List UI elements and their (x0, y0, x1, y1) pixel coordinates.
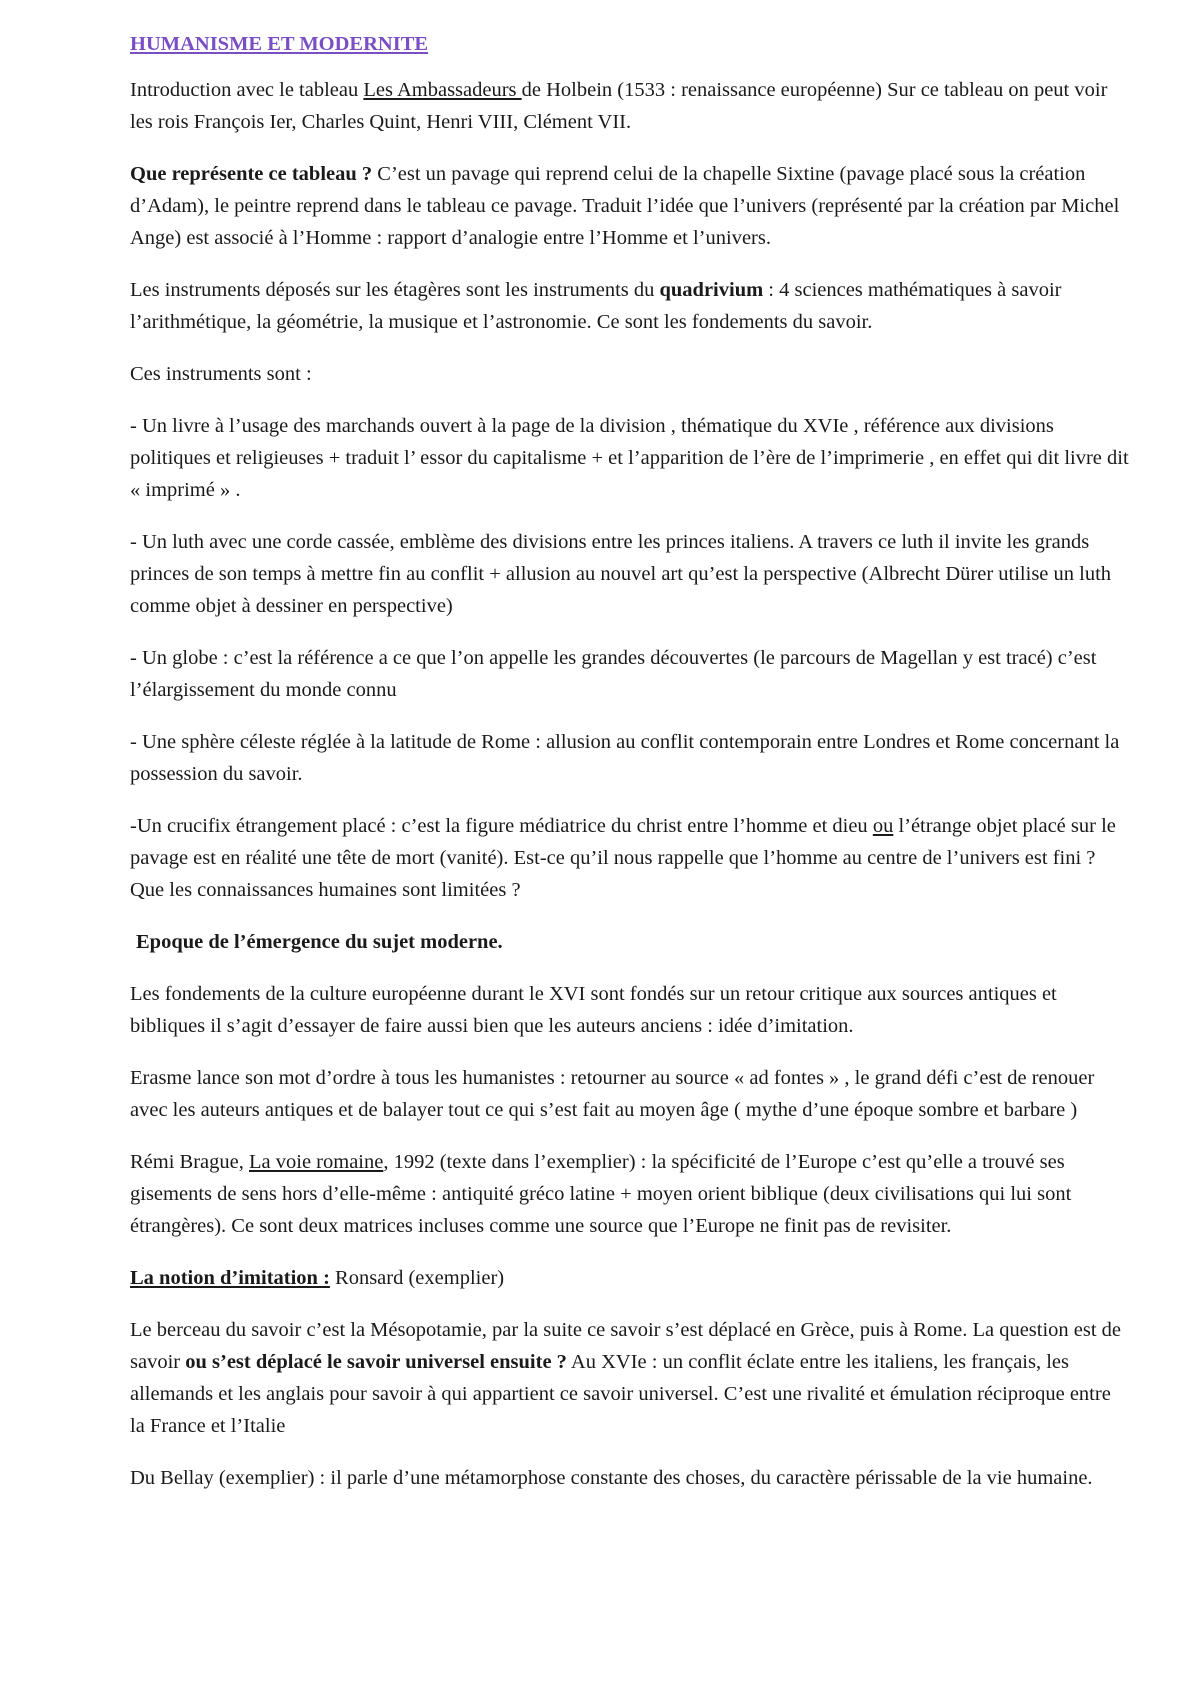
painting-title: Les Ambassadeurs (363, 79, 522, 101)
list-item-globe: - Un globe : c’est la référence a ce que l’on appelle les grandes découvertes (le parcours de Magellan y est tracé) c’est l’élargissement du monde connu (130, 647, 1097, 701)
paragraph-imitation: La notion d’imitation : Ronsard (exemplier) (130, 1267, 505, 1289)
paragraph-brague: Rémi Brague, La voie romaine, 1992 (texte dans l’exemplier) : la spécificité de l’Europe c’est qu’elle a trouvé ses gisements de sens hors d’elle-même : antiquité gréco latine + moyen orient biblique (deux civilisations qui lui sont étrangères). Ce sont deux matrices incluses comme une source que l’Europe ne finit pas de revisiter. (130, 1151, 1072, 1237)
list-item-sphere: - Une sphère céleste réglée à la latitude de Rome : allusion au conflit contemporain entre Londres et Rome concernant la possession du savoir. (130, 731, 1120, 785)
paragraph-question: Que représente ce tableau ? C’est un pavage qui reprend celui de la chapelle Sixtine (pavage placé sous la création d’Adam), le peintre reprend dans le tableau ce pavage. Traduit l’idée que l’univers (représenté par la création par Michel Ange) est associé à l’Homme : rapport d’analogie entre l’Homme et l’univers. (130, 163, 1120, 249)
section-heading: Epoque de l’émergence du sujet moderne. (136, 931, 503, 953)
paragraph-list-intro: Ces instruments sont : (130, 363, 312, 385)
paragraph-fondements: Les fondements de la culture européenne durant le XVI sont fondés sur un retour critique aux sources antiques et bibliques il s’agit d’essayer de faire aussi bien que les auteurs anciens : idée d’imitation. (130, 983, 1057, 1037)
document-page (130, 28, 1130, 1514)
list-item-livre: - Un livre à l’usage des marchands ouvert à la page de la division , thématique du XVIe , référence aux divisions politiques et religieuses + traduit l’ essor du capitalisme + et l’apparition de l’ère de l’imprimerie , en effet qui dit livre dit « imprimé » . (130, 415, 1129, 501)
paragraph-berceau: Le berceau du savoir c’est la Mésopotamie, par la suite ce savoir s’est déplacé en Grèce, puis à Rome. La question est de savoir ou s’est déplacé le savoir universel ensuite ? Au XVIe : un conflit éclate entre les italiens, les français, les allemands et les anglais pour savoir à qui appartient ce savoir universel. C’est une rivalité et émulation réciproque entre la France et l’Italie (130, 1319, 1122, 1437)
list-item-crucifix: -Un crucifix étrangement placé : c’est la figure médiatrice du christ entre l’homme et dieu ou l’étrange objet placé sur le pavage est en réalité une tête de mort (vanité). Est-ce qu’il nous rappelle que l’homme au centre de l’univers est fini ? Que les connaissances humaines sont limitées ? (130, 815, 1116, 901)
paragraph-instruments: Les instruments déposés sur les étagères sont les instruments du quadrivium : 4 sciences mathématiques à savoir l’arithmétique, la géométrie, la musique et l’astronomie. Ce sont les fondements du savoir. (130, 279, 1062, 333)
document-title: HUMANISME ET MODERNITE (130, 33, 429, 55)
list-item-luth: - Un luth avec une corde cassée, emblème des divisions entre les princes italiens. A travers ce luth il invite les grands princes de son temps à mettre fin au conflit + allusion au nouvel art qu’est la perspective (Albrecht Dürer utilise un luth comme objet à dessiner en perspective) (130, 531, 1112, 617)
paragraph-introduction: Introduction avec le tableau Les Ambassadeurs de Holbein (1533 : renaissance européenne) Sur ce tableau on peut voir les rois François Ier, Charles Quint, Henri VIII, Clément VII. (130, 79, 1108, 133)
paragraph-erasme: Erasme lance son mot d’ordre à tous les humanistes : retourner au source « ad fontes » , le grand défi c’est de renouer avec les auteurs antiques et de balayer tout ce qui s’est fait au moyen âge ( mythe d’une époque sombre et barbare ) (130, 1067, 1095, 1121)
paragraph-dubellay: Du Bellay (exemplier) : il parle d’une métamorphose constante des choses, du caractère périssable de la vie humaine. (130, 1467, 1093, 1489)
book-title: La voie romaine (249, 1151, 384, 1173)
